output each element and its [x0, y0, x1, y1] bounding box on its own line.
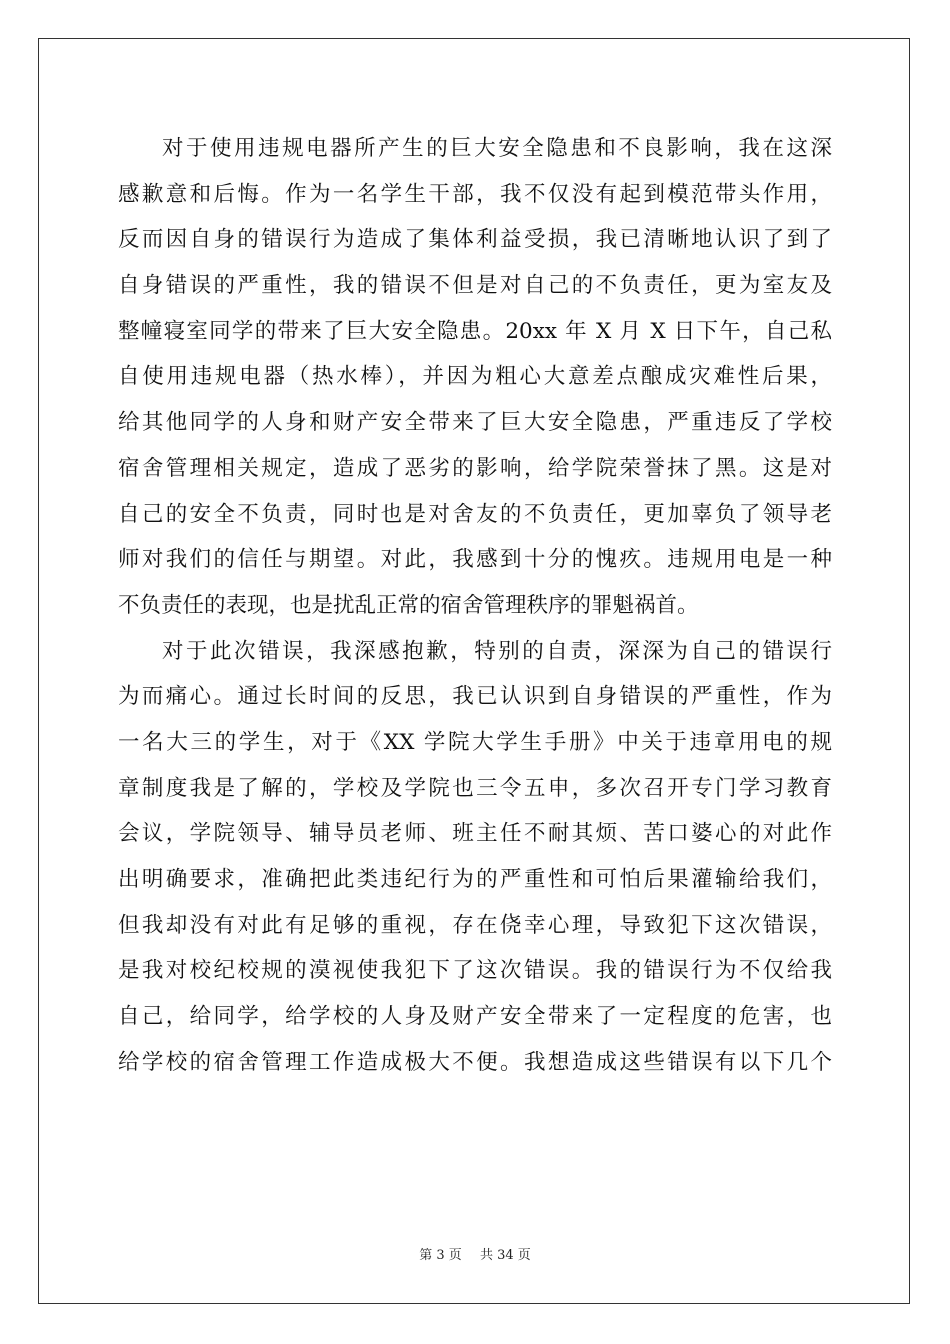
text-line: 给其他同学的人身和财产安全带来了巨大安全隐患，严重违反了学校 [118, 410, 832, 436]
text-line: 对于使用违规电器所产生的巨大安全隐患和不良影响，我在这深 [162, 136, 832, 161]
text-line: 对于此次错误，我深感抱歉，特别的自责，深深为自己的错误行 [162, 638, 832, 664]
document-body [118, 126, 832, 1085]
text-line: 出明确要求，准确把此类违纪行为的严重性和可怕后果灌输给我们， [118, 867, 832, 892]
text-line: 给学校的宿舍管理工作造成极大不便。我想造成这些错误有以下几个 [118, 1049, 832, 1075]
text-line: 整幢寝室同学的带来了巨大安全隐患。20xx 年 X 月 X 日下午，自己私 [118, 318, 832, 344]
page-footer [0, 1244, 950, 1263]
text-line: 师对我们的信任与期望。对此，我感到十分的愧疚。违规用电是一种 [118, 547, 832, 573]
text-line: 章制度我是了解的，学校及学院也三令五申，多次召开专门学习教育 [118, 775, 832, 801]
text-line: 自使用违规电器（热水棒），并因为粗心大意差点酿成灾难性后果， [118, 364, 832, 390]
text-line: 一名大三的学生，对于《XX 学院大学生手册》中关于违章用电的规 [118, 729, 832, 755]
text-line: 感歉意和后悔。作为一名学生干部，我不仅没有起到模范带头作用， [118, 181, 832, 207]
page-number: 第 3 页 [419, 1248, 462, 1263]
text-line: 宿舍管理相关规定，造成了恶劣的影响，给学院荣誉抹了黑。这是对 [118, 455, 832, 481]
text-line: 自己，给同学，给学校的人身及财产安全带来了一定程度的危害，也 [118, 1004, 832, 1030]
text-line: 反而因自身的错误行为造成了集体利益受损，我已清晰地认识了到了 [118, 227, 832, 253]
text-line: 不负责任的表现，也是扰乱正常的宿舍管理秩序的罪魁祸首。 [118, 592, 699, 618]
total-pages: 共 34 页 [479, 1248, 531, 1263]
text-line: 是我对校纪校规的漠视使我犯下了这次错误。我的错误行为不仅给我 [118, 958, 832, 984]
text-line: 但我却没有对此有足够的重视，存在侥幸心理，导致犯下这次错误， [118, 912, 832, 938]
text-line: 为而痛心。通过长时间的反思，我已认识到自身错误的严重性，作为 [118, 684, 832, 710]
text-line: 会议，学院领导、辅导员老师、班主任不耐其烦、苦口婆心的对此作 [118, 821, 832, 847]
text-line: 自己的安全不负责，同时也是对舍友的不负责任，更加辜负了领导老 [118, 501, 832, 527]
text-line: 自身错误的严重性，我的错误不但是对自己的不负责任，更为室友及 [118, 273, 832, 299]
